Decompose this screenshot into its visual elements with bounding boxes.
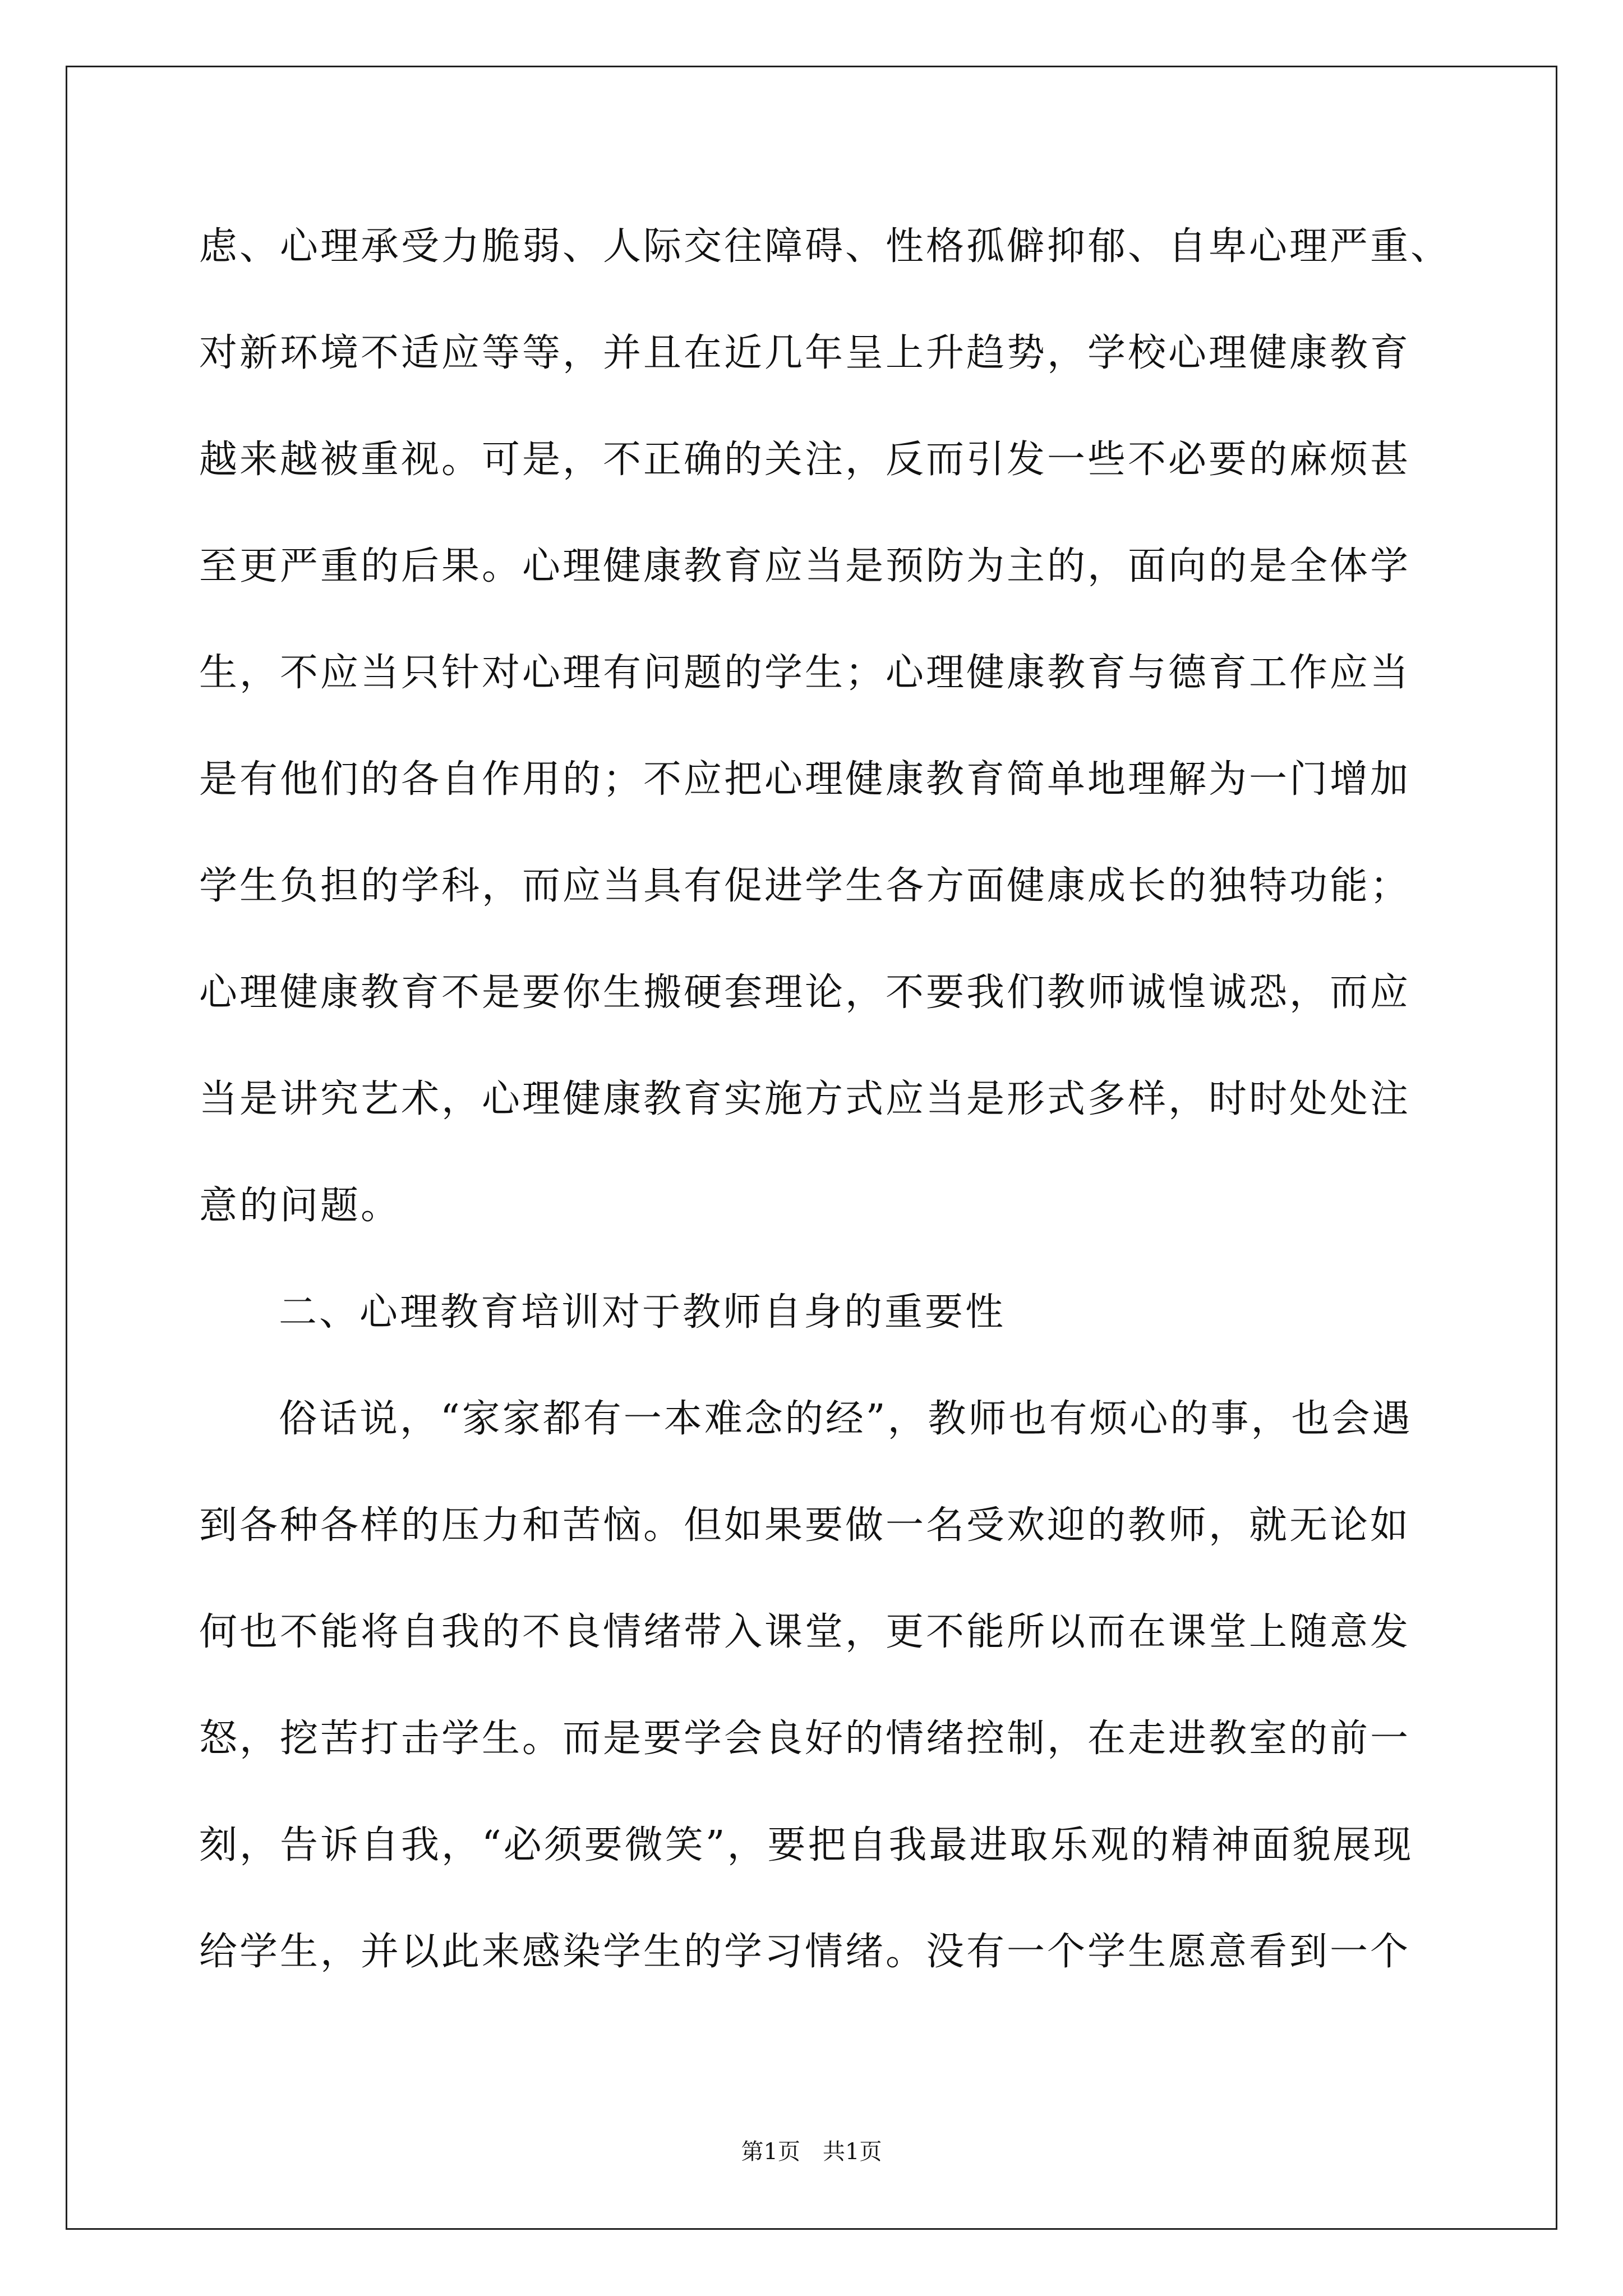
text-line: 到各种各样的压力和苦恼。但如果要做一名受欢迎的教师，就无论如 bbox=[199, 1503, 1411, 1548]
text-line: 何也不能将自我的不良情绪带入课堂，更不能所以而在课堂上随意发 bbox=[199, 1610, 1411, 1654]
page-border bbox=[66, 66, 1557, 2230]
page-footer: 第1页 共1页 bbox=[741, 2139, 882, 2165]
text-line: 俗话说，“家家都有一本难念的经”，教师也有烦心的事，也会遇 bbox=[279, 1397, 1413, 1441]
text-line: 对新环境不适应等等，并且在近几年呈上升趋势，学校心理健康教育 bbox=[199, 331, 1411, 375]
text-line: 意的问题。 bbox=[199, 1184, 402, 1228]
text-line: 怒，挖苦打击学生。而是要学会良好的情绪控制，在走进教室的前一 bbox=[199, 1717, 1411, 1761]
text-line: 当是讲究艺术，心理健康教育实施方式应当是形式多样，时时处处注 bbox=[199, 1077, 1411, 1121]
text-line: 给学生，并以此来感染学生的学习情绪。没有一个学生愿意看到一个 bbox=[199, 1930, 1411, 1974]
text-line: 是有他们的各自作用的；不应把心理健康教育简单地理解为一门增加 bbox=[199, 757, 1411, 802]
text-line: 越来越被重视。可是，不正确的关注，反而引发一些不必要的麻烦甚 bbox=[199, 438, 1411, 482]
text-line: 学生负担的学科，而应当具有促进学生各方面健康成长的独特功能； bbox=[199, 864, 1411, 908]
text-line: 刻，告诉自我，“必须要微笑”，要把自我最进取乐观的精神面貌展现 bbox=[199, 1823, 1414, 1867]
text-line: 虑、心理承受力脆弱、人际交往障碍、性格孤僻抑郁、自卑心理严重、 bbox=[199, 224, 1451, 269]
text-line: 至更严重的后果。心理健康教育应当是预防为主的，面向的是全体学 bbox=[199, 544, 1411, 588]
text-line: 生，不应当只针对心理有问题的学生；心理健康教育与德育工作应当 bbox=[199, 651, 1411, 695]
text-line: 心理健康教育不是要你生搬硬套理论，不要我们教师诚惶诚恐，而应 bbox=[199, 970, 1411, 1015]
section-heading: 二、心理教育培训对于教师自身的重要性 bbox=[279, 1290, 1006, 1335]
